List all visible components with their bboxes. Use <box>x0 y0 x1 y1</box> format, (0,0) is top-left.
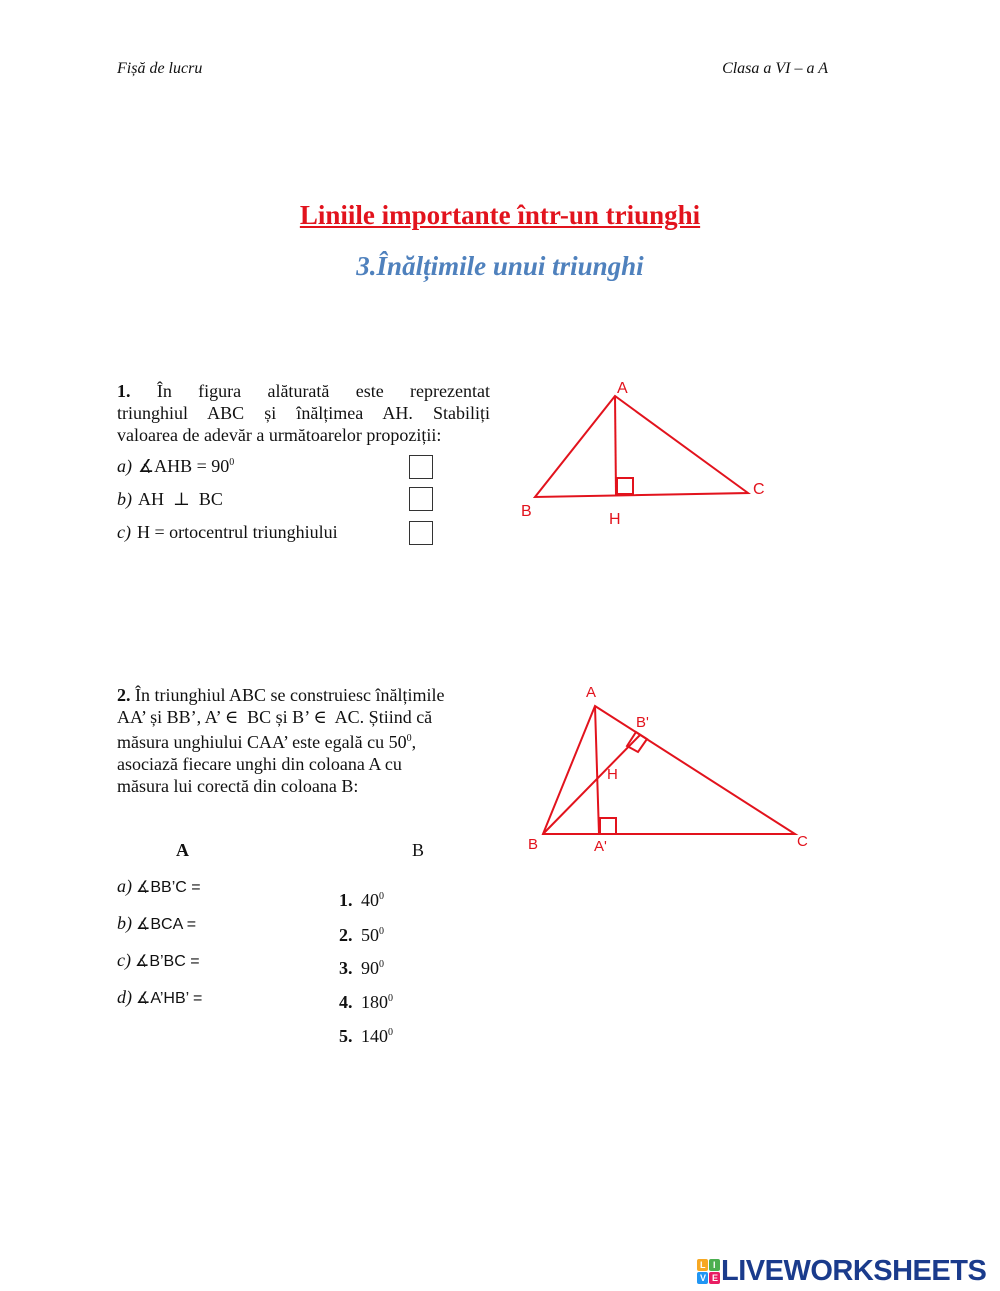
logo-letter-v: V <box>700 1272 707 1283</box>
column-b-header: B <box>412 840 425 860</box>
item-letter: d) <box>117 987 132 1007</box>
right-angle-marker-b1 <box>627 732 647 752</box>
altitude-aa1 <box>595 706 599 834</box>
item-text: ∡A’HB’ = <box>136 990 203 1007</box>
ex2-line4: asociază fiecare unghi din coloana A cu <box>117 754 402 774</box>
ex2-label-a: A <box>586 684 597 701</box>
ex2-line1: În triunghiul ABC se construiesc înălțimile <box>135 685 445 705</box>
logo-letter-i: I <box>713 1259 716 1270</box>
answer-number: 4. <box>339 992 353 1012</box>
liveworksheets-logo-icon <box>697 1259 721 1285</box>
liveworksheets-brand: LIVEWORKSHEETS <box>721 1255 987 1287</box>
answer-number: 1. <box>339 890 353 910</box>
ex1-label-c: C <box>753 481 765 498</box>
ex1-number: 1. <box>117 381 131 401</box>
ex1-line3: valoarea de adevăr a următoarelor propoziții: <box>117 425 442 445</box>
option-text: H = ortocentrul triunghiului <box>136 522 338 542</box>
answer-value: 140 <box>361 1026 388 1046</box>
ex2-line3-text: măsura unghiului CAA’ este egală cu 50 <box>117 732 407 752</box>
answer-sup: 0 <box>388 993 393 1004</box>
answer-value: 90 <box>361 958 379 978</box>
option-text: AH ⊥ BC <box>138 489 223 509</box>
header-left: Fișă de lucru <box>117 60 203 77</box>
option-letter: b) <box>117 489 132 509</box>
ex2-label-c: C <box>797 833 808 850</box>
ex1-label-h: H <box>609 511 621 528</box>
ex2-number: 2. <box>117 685 131 705</box>
answer-sup: 0 <box>379 891 384 902</box>
right-angle-marker-a1 <box>600 818 616 834</box>
option-letter: c) <box>117 522 131 542</box>
option-sup: 0 <box>229 457 235 468</box>
ex2-line3-sup: 0 <box>406 733 412 744</box>
ex2-line5: măsura lui corectă din coloana B: <box>117 776 359 796</box>
item-text: ∡B’BC = <box>134 953 200 970</box>
ex2-label-b1: B' <box>636 714 649 731</box>
answer-number: 5. <box>339 1026 353 1046</box>
altitude-bb1 <box>543 735 640 834</box>
ex2-label-h: H <box>607 766 618 783</box>
liveworksheets-logo <box>697 1255 986 1288</box>
answer-value: 40 <box>361 890 379 910</box>
ex2-label-a1: A' <box>594 838 607 855</box>
ex1-line2: triunghiul ABC și înălțimea AH. Stabiliți <box>117 403 490 423</box>
answer-value: 180 <box>361 992 388 1012</box>
column-a-header: A <box>176 840 189 860</box>
answer-sup: 0 <box>388 1027 393 1038</box>
ex1-line1: În figura alăturată este reprezentat <box>156 381 490 401</box>
item-letter: b) <box>117 913 132 933</box>
item-text: ∡BCA = <box>136 916 197 933</box>
answer-number: 2. <box>339 925 353 945</box>
ex2-label-b: B <box>528 836 539 853</box>
logo-letter-l: L <box>700 1259 706 1270</box>
header-right: Clasa a VI – a A <box>722 60 828 77</box>
triangle-abc-2 <box>543 706 795 834</box>
option-letter: a) <box>117 456 132 476</box>
item-text: ∡BB’C = <box>136 879 201 896</box>
option-text: ∡AHB = 90 <box>138 456 230 476</box>
answer-number: 3. <box>339 958 353 978</box>
logo-letter-e: E <box>712 1272 719 1283</box>
ex1-label-a: A <box>617 380 628 397</box>
ex2-line2: AA’ și BB’, A’ ∈ BC și B’ ∈ AC. Știind că <box>117 707 433 727</box>
answer-sup: 0 <box>379 926 384 937</box>
item-letter: a) <box>117 876 132 896</box>
page-title: Liniile importante într-un triunghi <box>299 200 701 230</box>
ex2-line3-end: , <box>411 732 417 752</box>
answer-value: 50 <box>361 925 379 945</box>
page-subtitle: 3.Înălțimile unui triunghi <box>356 251 644 281</box>
ex1-label-b: B <box>521 503 532 520</box>
answer-sup: 0 <box>379 959 384 970</box>
item-letter: c) <box>117 950 131 970</box>
